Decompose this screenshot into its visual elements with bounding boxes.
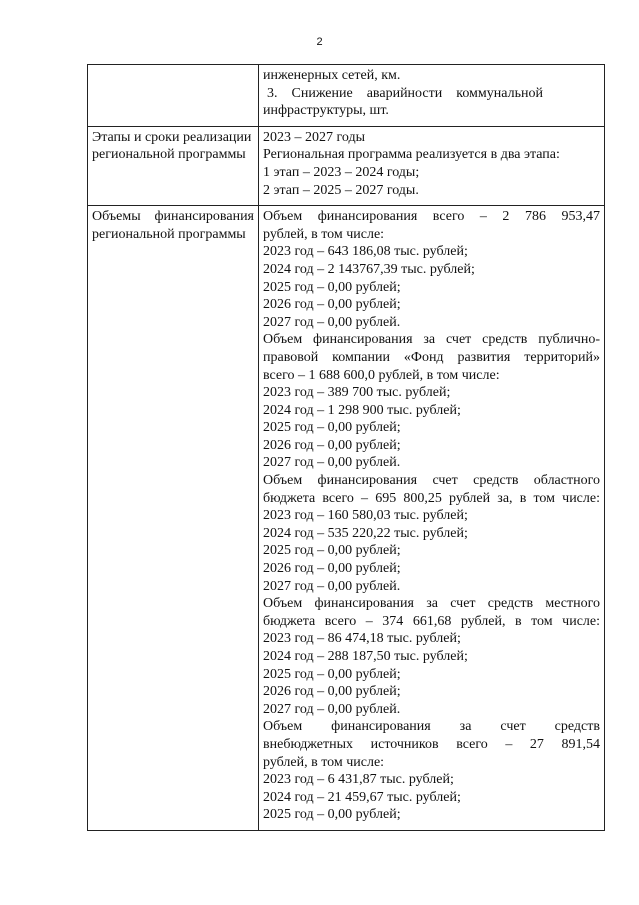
- row-value-cell: [259, 206, 605, 831]
- program-passport-table: [87, 64, 605, 831]
- row-value-line: 2023 – 2027 годы: [263, 129, 366, 145]
- row-label-cell: [88, 126, 259, 205]
- row-value-line: Объем финансирования всего – 2 786 953,47: [263, 209, 600, 225]
- row-value-line: 2024 год – 288 187,50 тыс. рублей;: [263, 649, 468, 664]
- row-value-line: Объем финансирования за счет средств: [263, 719, 600, 735]
- row-value-line: 2025 год – 0,00 рублей;: [263, 420, 401, 436]
- row-value-line: 2027 год – 0,00 рублей.: [263, 578, 401, 594]
- row-value-line: 2023 год – 6 431,87 тыс. рублей;: [263, 772, 454, 788]
- row-value-line: инфраструктуры, шт.: [263, 103, 389, 119]
- table-row: [88, 126, 605, 205]
- row-value-line: 2026 год – 0,00 рублей;: [263, 437, 401, 453]
- row-value-cell: [259, 126, 605, 205]
- row-value-line: 2023 год – 160 580,03 тыс. рублей;: [263, 508, 468, 524]
- row-value-line: 2026 год – 0,00 рублей;: [263, 684, 401, 700]
- row-value-line: инженерных сетей, км.: [263, 68, 401, 83]
- row-value-line: бюджета всего – 695 800,25 рублей за, в том числе:: [263, 490, 600, 506]
- row-value-line: внебюджетных источников всего – 27 891,54: [263, 736, 600, 752]
- row-value-line: 2027 год – 0,00 рублей.: [263, 314, 401, 330]
- row-value-line: 2025 год – 0,00 рублей;: [263, 666, 401, 682]
- row-value-line: 2024 год – 21 459,67 тыс. рублей;: [263, 789, 461, 805]
- table-body: [88, 65, 605, 831]
- row-value-line: рублей, в том числе:: [263, 226, 385, 242]
- page-number: 2: [316, 36, 323, 48]
- row-value-line: 3. Снижение аварийности коммунальной: [267, 85, 543, 101]
- row-value-line: 2024 год – 2 143767,39 тыс. рублей;: [263, 261, 475, 277]
- row-label-cell: [88, 206, 259, 831]
- table-row: [88, 65, 605, 127]
- row-value-line: Объем финансирования за счет средств местного: [263, 596, 600, 612]
- row-value-line: Объем финансирования за счет средств публично-: [263, 332, 600, 348]
- row-value-cell: [259, 65, 605, 127]
- row-value-line: рублей, в том числе:: [263, 754, 385, 770]
- row-value-line: 2025 год – 0,00 рублей;: [263, 279, 401, 295]
- row-value-line: 2026 год – 0,00 рублей;: [263, 297, 401, 313]
- row-value-line: 2027 год – 0,00 рублей.: [263, 701, 401, 717]
- row-value-line: 2026 год – 0,00 рублей;: [263, 561, 401, 577]
- row-label-line: региональной программы: [92, 147, 246, 163]
- row-value-line: 2027 год – 0,00 рублей.: [263, 455, 401, 471]
- row-value-line: 2024 год – 535 220,22 тыс. рублей;: [263, 525, 468, 541]
- row-value-line: правовой компании «Фонд развития территорий»: [263, 349, 600, 365]
- row-value-line: 2025 год – 0,00 рублей;: [263, 543, 401, 559]
- row-label-line: Объемы финансирования: [92, 209, 254, 225]
- row-value-line: 2023 год – 643 186,08 тыс. рублей;: [263, 244, 468, 260]
- row-value-line: 2024 год – 1 298 900 тыс. рублей;: [263, 402, 461, 418]
- row-value-line: 2025 год – 0,00 рублей;: [263, 807, 401, 823]
- row-value-line: бюджета всего – 374 661,68 рублей, в том числе:: [263, 613, 600, 629]
- row-value-line: всего – 1 688 600,0 рублей, в том числе:: [263, 367, 500, 383]
- row-value-line: 2 этап – 2025 – 2027 годы.: [263, 182, 419, 198]
- table-row: [88, 206, 605, 831]
- row-value-line: 2023 год – 86 474,18 тыс. рублей;: [263, 631, 461, 647]
- row-label-cell: [88, 65, 259, 127]
- row-value-line: Объем финансирования счет средств областного: [263, 473, 600, 489]
- row-value-line: 2023 год – 389 700 тыс. рублей;: [263, 385, 451, 401]
- row-label-line: региональной программы: [92, 226, 246, 242]
- row-value-line: Региональная программа реализуется в два этапа:: [263, 147, 560, 163]
- row-label-line: Этапы и сроки реализации: [92, 129, 252, 145]
- row-value-line: 1 этап – 2023 – 2024 годы;: [263, 164, 420, 180]
